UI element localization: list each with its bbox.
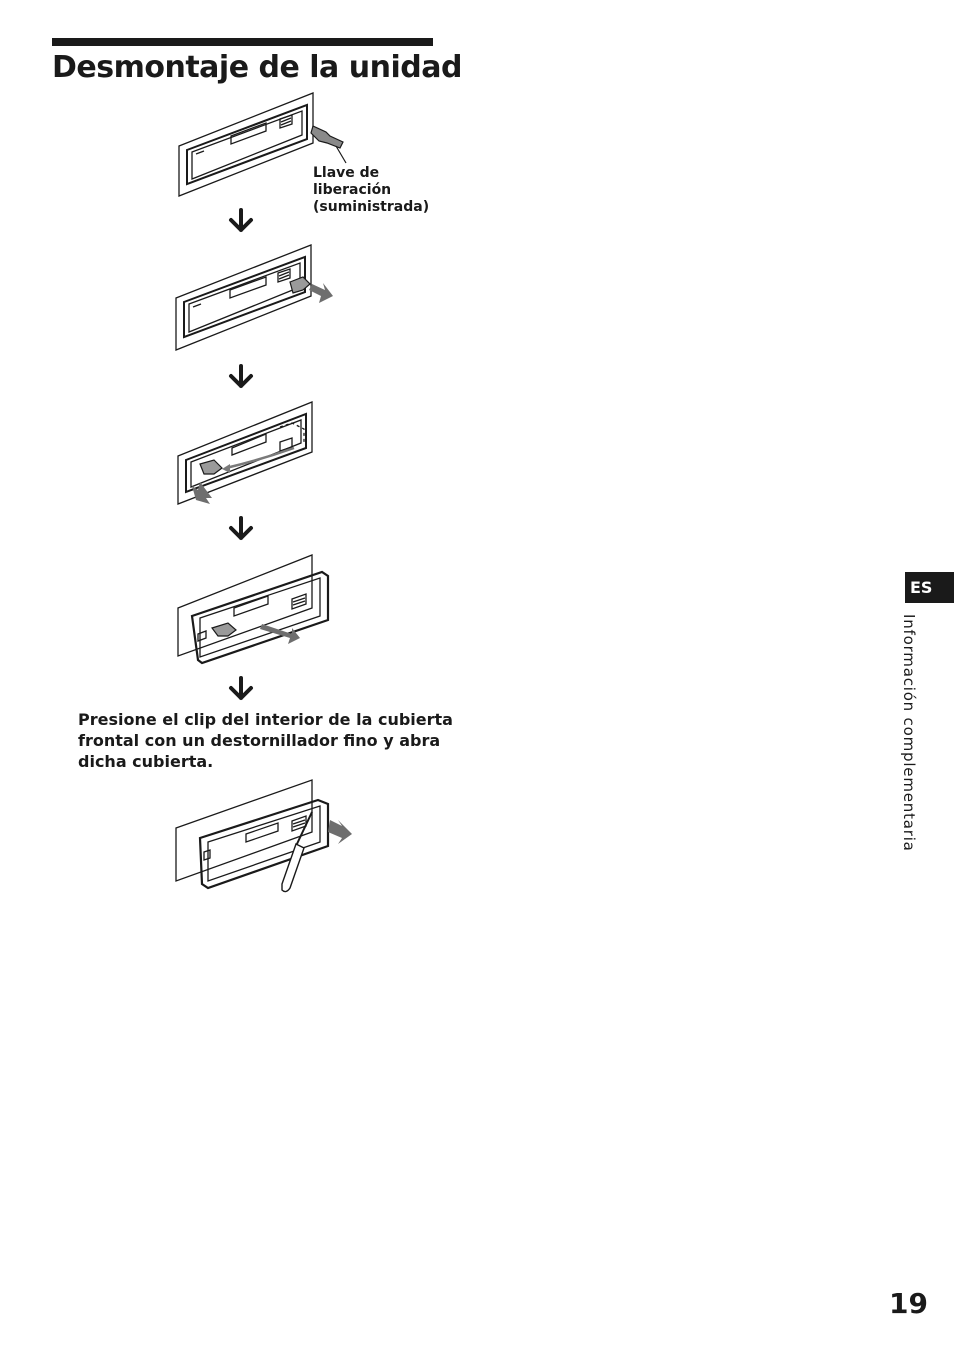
down-arrow-icon — [228, 208, 254, 234]
screwdriver-icon — [282, 812, 312, 892]
instruction-line: Presione el clip del interior de la cubierta — [78, 710, 453, 729]
callout-line: (suministrada) — [313, 199, 430, 215]
figure-step-5 — [170, 776, 370, 901]
down-arrow-icon — [228, 364, 254, 390]
release-key-callout — [313, 165, 429, 216]
callout-line: liberación — [313, 182, 392, 198]
instruction-line: dicha cubierta. — [78, 752, 214, 771]
title-rule — [52, 38, 433, 46]
figure-step-2 — [170, 240, 370, 355]
down-arrow-icon — [228, 676, 254, 702]
figure-step-3 — [170, 396, 370, 511]
pull-arrow-icon — [309, 283, 333, 303]
page-title: Desmontaje de la unidad — [52, 50, 462, 85]
callout-line: Llave de — [313, 165, 380, 181]
section-label: Información complementaria — [900, 614, 918, 852]
release-key-icon — [311, 126, 346, 163]
instruction-text — [78, 709, 453, 772]
language-tab: ES — [905, 572, 954, 603]
down-arrow-icon — [228, 516, 254, 542]
page-number: 19 — [889, 1287, 928, 1320]
figure-step-4 — [170, 550, 370, 665]
instruction-line: frontal con un destornillador fino y abra — [78, 731, 441, 750]
pull-arrow-icon — [328, 820, 352, 844]
